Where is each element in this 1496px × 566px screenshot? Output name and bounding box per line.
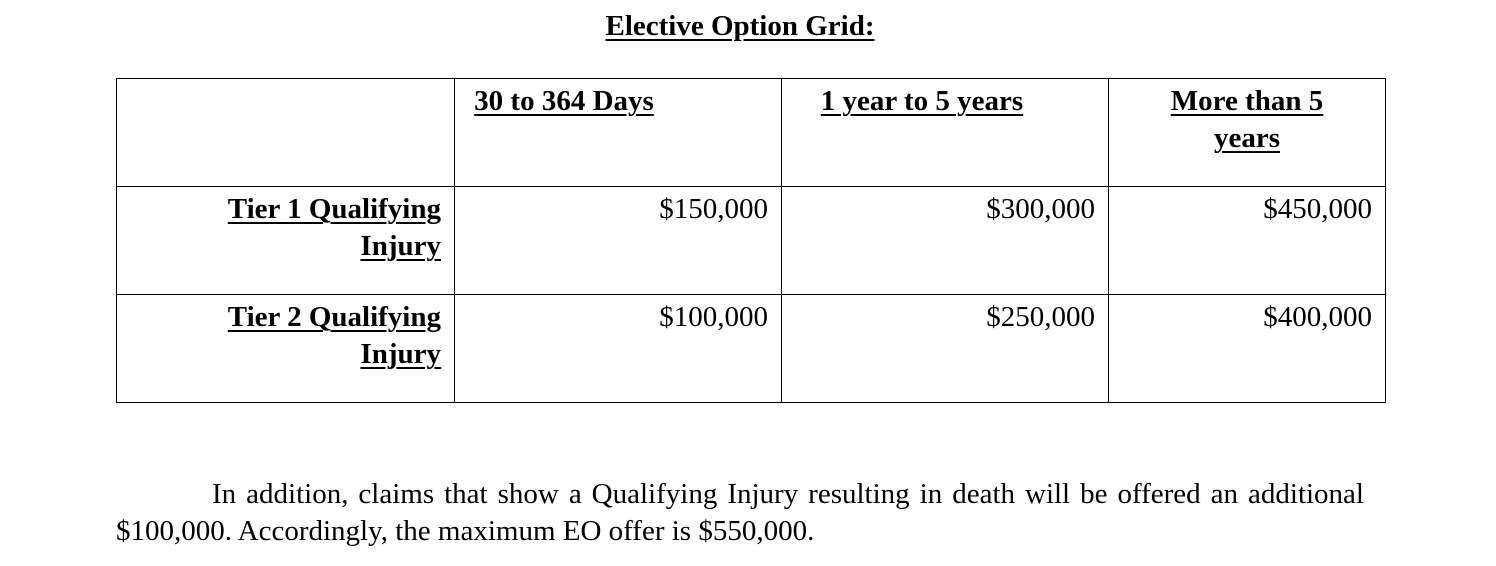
header-cell-more-than-5-years [1109, 79, 1386, 187]
header-cell-empty [117, 79, 455, 187]
row-label-line-2: Injury [360, 338, 441, 370]
row-label-tier-1 [117, 187, 455, 295]
table-cell-value: $100,000 [455, 295, 782, 403]
elective-option-grid [116, 78, 1386, 403]
table-cell-value: $250,000 [782, 295, 1109, 403]
row-label-line-1: Tier 1 Qualifying [227, 193, 441, 225]
grid-title [0, 10, 1480, 43]
table-cell-value: $150,000 [455, 187, 782, 295]
table-cell-value: $400,000 [1109, 295, 1386, 403]
row-label-tier-2 [117, 295, 455, 403]
header-cell-1-to-5-years [782, 79, 1109, 187]
table-cell-value: $300,000 [782, 187, 1109, 295]
grid-title-text: Elective Option Grid: [605, 10, 875, 42]
header-cell-30-to-364-days [455, 79, 782, 187]
table-cell-value: $450,000 [1109, 187, 1386, 295]
table-row [117, 295, 1386, 403]
table-header-row [117, 79, 1386, 187]
row-label-line-2: Injury [360, 230, 441, 262]
additional-offer-paragraph: In addition, claims that show a Qualifying Injury resulting in death will be offered an additional $100,000. Accordingly, the maximum EO offer is $550,000. [116, 478, 1364, 547]
header-label: 1 year to 5 years [820, 85, 1024, 117]
table-row [117, 187, 1386, 295]
header-label-line-1: More than 5 [1170, 85, 1324, 117]
header-label-line-2: years [1213, 122, 1281, 154]
row-label-line-1: Tier 2 Qualifying [227, 301, 441, 333]
header-label: 30 to 364 Days [474, 85, 654, 117]
